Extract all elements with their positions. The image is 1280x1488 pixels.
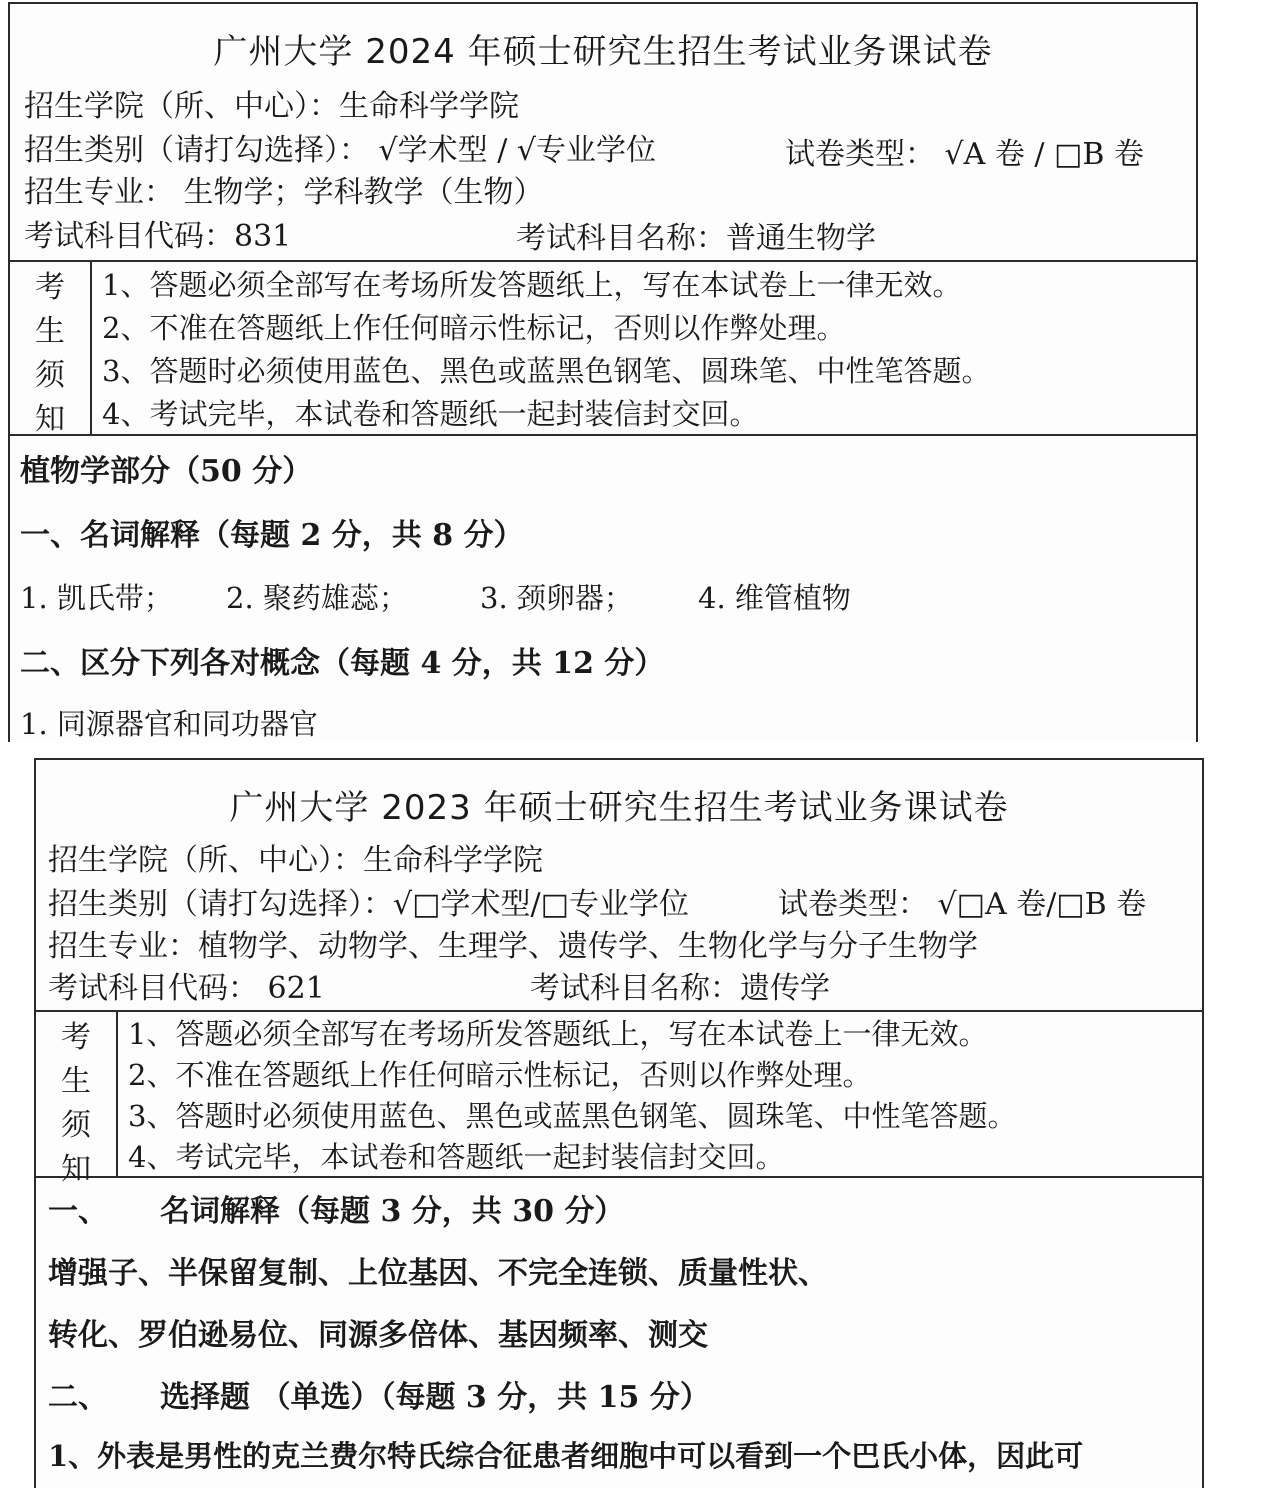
part-heading: 植物学部分（50 分） (20, 454, 313, 489)
notice-item: 1、答题必须全部写在考场所发答题纸上，写在本试卷上一律无效。 (128, 1017, 988, 1051)
notice-heading-char: 生 (61, 1064, 91, 1099)
paper-type-line: 试卷类型： √A 卷 / □B 卷 (785, 137, 1144, 172)
notice-item: 4、考试完毕，本试卷和答题纸一起封装信封交回。 (102, 397, 759, 431)
notice-heading-char: 考 (61, 1020, 91, 1055)
notice-item: 2、不准在答题纸上作任何暗示性标记，否则以作弊处理。 (128, 1058, 872, 1092)
term-list-line: 增强子、半保留复制、上位基因、不完全连锁、质量性状、 (48, 1256, 828, 1291)
subject-name: 考试科目名称：普通生物学 (516, 221, 876, 256)
subject-code: 考试科目代码：831 (24, 219, 292, 254)
term-item: 4. 维管植物 (698, 581, 851, 615)
college-line: 招生学院（所、中心）：生命科学学院 (48, 843, 543, 878)
page-title: 广州大学 2024 年硕士研究生招生考试业务课试卷 (213, 32, 993, 72)
notice-item: 3、答题时必须使用蓝色、黑色或蓝黑色钢笔、圆珠笔、中性笔答题。 (102, 354, 991, 388)
major-line: 招生专业： 生物学；学科教学（生物） (24, 175, 544, 210)
term-item: 3. 颈卵器； (480, 581, 633, 615)
notice-item: 3、答题时必须使用蓝色、黑色或蓝黑色钢笔、圆珠笔、中性笔答题。 (128, 1099, 1017, 1133)
subject-name: 考试科目名称：遗传学 (530, 971, 830, 1006)
section-heading: 二、区分下列各对概念（每题 4 分，共 12 分） (20, 646, 665, 681)
paper-type-line: 试卷类型： √□A 卷/□B 卷 (778, 887, 1147, 922)
section-number: 二、 (48, 1380, 108, 1415)
notice-heading-char: 须 (61, 1108, 91, 1143)
term-list-line: 转化、罗伯逊易位、同源多倍体、基因频率、测交 (48, 1318, 708, 1353)
exam-notice-box (10, 260, 1196, 436)
notice-heading-char: 生 (35, 314, 65, 349)
notice-heading (36, 1012, 118, 1187)
notice-item: 4、考试完毕，本试卷和答题纸一起封装信封交回。 (128, 1140, 785, 1174)
notice-heading-char: 知 (35, 402, 65, 437)
exam-paper-2023 (34, 758, 1204, 1488)
notice-heading-char: 知 (61, 1152, 91, 1187)
section-heading: 名词解释（每题 3 分，共 30 分） (160, 1194, 625, 1229)
category-line: 招生类别（请打勾选择）： √学术型 / √专业学位 (24, 133, 656, 168)
question-item: 1. 同源器官和同功器官 (20, 707, 318, 741)
notice-item: 2、不准在答题纸上作任何暗示性标记，否则以作弊处理。 (102, 311, 846, 345)
major-line: 招生专业：植物学、动物学、生理学、遗传学、生物化学与分子生物学 (48, 929, 978, 964)
notice-item: 1、答题必须全部写在考场所发答题纸上，写在本试卷上一律无效。 (102, 268, 962, 302)
question-item: 1、外表是男性的克兰费尔特氏综合征患者细胞中可以看到一个巴氏小体，因此可 (48, 1439, 1084, 1473)
section-heading: 一、名词解释（每题 2 分，共 8 分） (20, 518, 524, 553)
term-item: 1. 凯氏带； (20, 581, 173, 615)
section-number: 一、 (48, 1194, 108, 1229)
notice-heading (10, 262, 92, 437)
section-heading: 选择题 （单选）（每题 3 分，共 15 分） (160, 1380, 710, 1415)
notice-list (118, 1012, 1016, 1176)
college-line: 招生学院（所、中心）：生命科学学院 (24, 89, 519, 124)
subject-code: 考试科目代码： 621 (48, 971, 325, 1006)
notice-heading-char: 考 (35, 270, 65, 305)
exam-notice-box (36, 1010, 1202, 1187)
category-line: 招生类别（请打勾选择）：√□学术型/□专业学位 (48, 887, 689, 922)
page-title: 广州大学 2023 年硕士研究生招生考试业务课试卷 (229, 788, 1009, 828)
notice-list (92, 262, 990, 434)
exam-paper-2024 (8, 2, 1198, 742)
term-item: 2. 聚药雄蕊； (226, 581, 408, 615)
notice-heading-char: 须 (35, 358, 65, 393)
